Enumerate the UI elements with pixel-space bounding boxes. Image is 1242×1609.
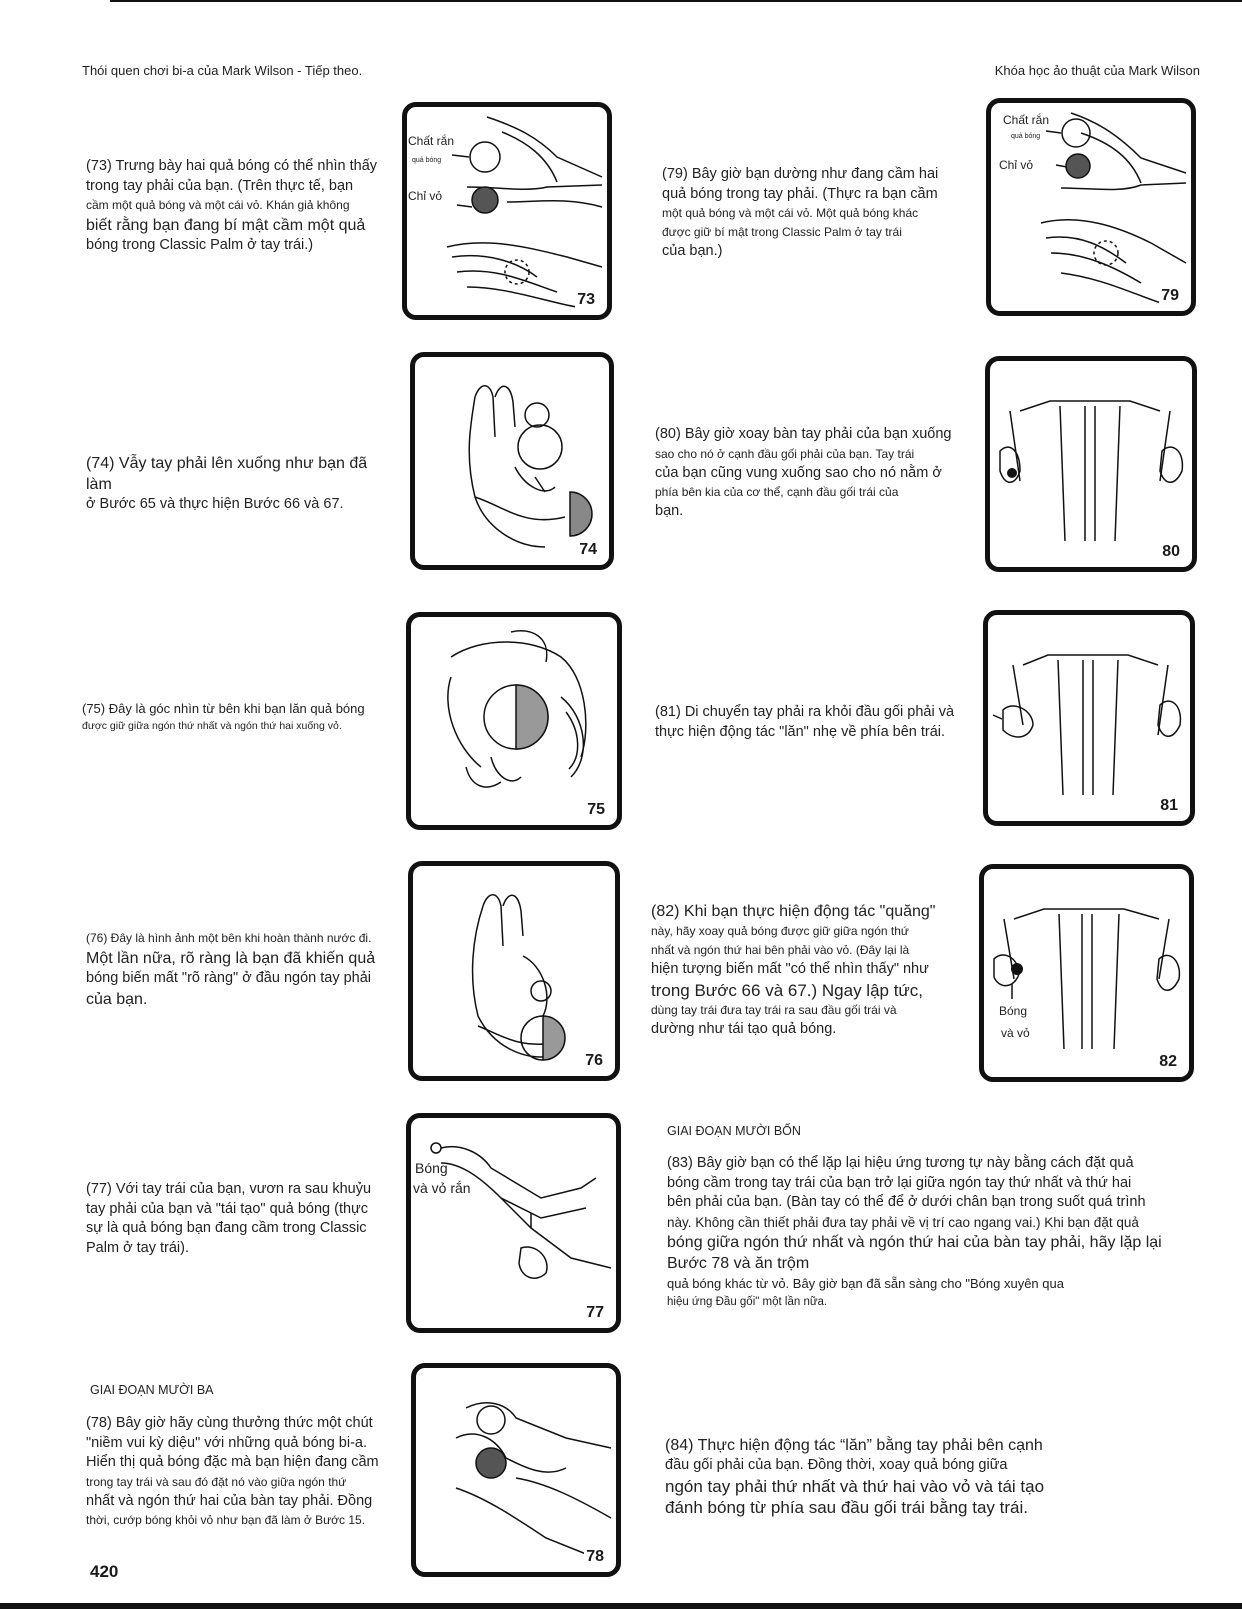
text-line: này. Không cần thiết phải đưa tay phải về vị trí cao ngang vai.) Khi bạn đặt quả bbox=[667, 1214, 1139, 1230]
text-line: Palm ở tay trái). bbox=[86, 1239, 189, 1256]
text-line: nhất và ngón thứ hai của bàn tay phải. Đồng bbox=[86, 1492, 373, 1509]
step-84-text bbox=[665, 1435, 1205, 1518]
bottom-rule bbox=[0, 1603, 1242, 1609]
label-ball: quả bóng bbox=[412, 157, 442, 164]
section-heading-fourteen: GIAI ĐOẠN MƯỜI BỐN bbox=[667, 1124, 801, 1138]
label-ball: Bóng bbox=[999, 1004, 1028, 1018]
text-line: này, hãy xoay quả bóng được giữ giữa ngón thứ bbox=[651, 924, 909, 938]
text-line: (75) Đây là góc nhìn từ bên khi bạn lăn quả bóng bbox=[82, 701, 365, 716]
step-73-text bbox=[86, 157, 396, 256]
label-shell: Chỉ vỏ bbox=[408, 189, 443, 203]
text-line: cầm một quả bóng và một cái vỏ. Khán giả không bbox=[86, 198, 350, 212]
text-line: hiện tượng biến mất "có thể nhìn thấy" như bbox=[651, 961, 929, 977]
arm-behind-elbow-illustration bbox=[411, 1118, 616, 1328]
hand-finished-move-illustration bbox=[413, 866, 615, 1076]
text-line: (80) Bây giờ xoay bàn tay phải của bạn xuống bbox=[655, 426, 952, 442]
text-line: sự là quả bóng bạn đang cầm trong Classic bbox=[86, 1220, 367, 1236]
step-83-text bbox=[667, 1154, 1207, 1312]
figure-number: 75 bbox=[587, 801, 605, 818]
figure-74 bbox=[410, 352, 614, 570]
text-line: "niềm vui kỳ diệu" với những quả bóng bi-a. bbox=[86, 1434, 368, 1451]
text-line: thời, cướp bóng khỏi vỏ như bạn đã làm ở Bước 15. bbox=[86, 1513, 366, 1527]
figure-73 bbox=[402, 102, 612, 320]
label-and-shell: và vỏ bbox=[1001, 1026, 1030, 1040]
label-ball: quả bóng bbox=[1011, 133, 1041, 140]
text-line: trong tay trái và sau đó đặt nó vào giữa ngón thứ bbox=[86, 1474, 347, 1489]
text-line: Hiển thị quả bóng đặc mà bạn hiện đang cầm bbox=[86, 1454, 379, 1470]
figure-77 bbox=[406, 1113, 621, 1333]
hands-placing-ball-illustration bbox=[416, 1368, 616, 1572]
text-line: biết rằng bạn đang bí mật cầm một quả bbox=[86, 217, 366, 234]
text-line: bên phải của bạn. (Bàn tay có thể để ở dưới chân bạn trong suốt quá trình bbox=[667, 1194, 1146, 1210]
text-line: được giữ bí mật trong Classic Palm ở tay trái bbox=[662, 225, 902, 239]
top-rule bbox=[110, 0, 1242, 2]
text-line: (84) Thực hiện động tác “lăn” bằng tay phải bên cạnh bbox=[665, 1437, 1043, 1454]
text-line: tay phải của bạn và "tái tạo" quả bóng (thực bbox=[86, 1200, 368, 1217]
text-line: (76) Đây là hình ảnh một bên khi hoàn thành nước đi. bbox=[86, 931, 372, 945]
figure-number: 78 bbox=[586, 1548, 604, 1565]
step-79-text bbox=[662, 165, 974, 262]
hand-rolling-ball-illustration bbox=[415, 357, 609, 565]
legs-and-hands-illustration bbox=[984, 869, 1189, 1077]
label-solid: Chất rắn bbox=[408, 134, 455, 148]
figure-number: 76 bbox=[585, 1052, 603, 1069]
text-line: Một lần nữa, rõ ràng là bạn đã khiến quả bbox=[86, 950, 376, 967]
figure-number: 74 bbox=[579, 541, 597, 558]
running-header-left: Thói quen chơi bi-a của Mark Wilson - Tiếp theo. bbox=[82, 63, 363, 78]
text-line: được giữ giữa ngón thứ nhất và ngón thứ hai xuống vỏ. bbox=[82, 720, 342, 732]
text-line: (78) Bây giờ hãy cùng thưởng thức một chút bbox=[86, 1415, 373, 1431]
text-line: một quả bóng và một cái vỏ. Một quả bóng khác bbox=[662, 206, 919, 220]
figure-number: 77 bbox=[586, 1304, 604, 1321]
figure-78 bbox=[411, 1363, 621, 1577]
text-line: ngón tay phải thứ nhất và thứ hai vào vỏ và tái tạo bbox=[665, 1476, 1045, 1496]
legs-and-hands-illustration bbox=[990, 361, 1192, 567]
text-line: (83) Bây giờ bạn có thể lặp lại hiệu ứng tương tự này bằng cách đặt quả bbox=[667, 1155, 1134, 1171]
figure-number: 73 bbox=[577, 291, 595, 308]
figure-80 bbox=[985, 356, 1197, 572]
text-line: bóng biến mất "rõ ràng" ở đầu ngón tay phải bbox=[86, 970, 372, 986]
text-line: Bước 78 và ăn trộm bbox=[667, 1254, 810, 1272]
text-line: bóng giữa ngón thứ nhất và ngón thứ hai của bàn tay phải, hãy lặp lại bbox=[667, 1233, 1162, 1251]
figure-79 bbox=[986, 98, 1196, 316]
label-shell: Chỉ vỏ bbox=[999, 158, 1034, 172]
text-line: quả bóng trong tay phải. (Thực ra bạn cầm bbox=[662, 185, 938, 202]
text-line: (79) Bây giờ bạn dường như đang cầm hai bbox=[662, 166, 939, 182]
step-77-text bbox=[86, 1180, 406, 1258]
text-line: đánh bóng từ phía sau đầu gối trái bằng tay trái. bbox=[665, 1497, 1028, 1517]
text-line: dường như tái tạo quả bóng. bbox=[651, 1020, 837, 1037]
text-line: phía bên kia của cơ thể, cạnh đầu gối trái của bbox=[655, 485, 899, 499]
label-ball: Bóng bbox=[415, 1160, 448, 1176]
hand-side-view-illustration bbox=[411, 617, 617, 825]
step-75-text bbox=[82, 699, 402, 734]
text-line: quả bóng khác từ vỏ. Bây giờ bạn đã sẵn sàng cho "Bóng xuyên qua bbox=[667, 1275, 1064, 1291]
figure-number: 79 bbox=[1161, 287, 1179, 304]
figure-81 bbox=[983, 610, 1195, 826]
text-line: đầu gối phải của bạn. Đồng thời, xoay quả bóng giữa bbox=[665, 1457, 1008, 1473]
figure-76 bbox=[408, 861, 620, 1081]
figure-number: 81 bbox=[1160, 797, 1178, 814]
step-80-text bbox=[655, 425, 965, 522]
legs-and-hands-illustration bbox=[988, 615, 1190, 821]
page-number: 420 bbox=[90, 1562, 119, 1581]
text-line: bạn. bbox=[655, 503, 684, 519]
text-line: (81) Di chuyển tay phải ra khỏi đầu gối phải và bbox=[655, 704, 955, 720]
text-line: của bạn cũng vung xuống sao cho nó nằm ở bbox=[655, 464, 942, 481]
text-line: (77) Với tay trái của bạn, vươn ra sau khuỷu bbox=[86, 1181, 372, 1197]
text-line: sao cho nó ở cạnh đầu gối phải của bạn. Tay trái bbox=[655, 446, 915, 461]
step-74-text bbox=[86, 453, 396, 515]
text-line: hiệu ứng Đầu gối" một lần nữa. bbox=[667, 1295, 828, 1308]
running-header-right: Khóa học ảo thuật của Mark Wilson bbox=[994, 63, 1200, 78]
text-line: bóng trong Classic Palm ở tay trái.) bbox=[86, 237, 314, 253]
figure-82 bbox=[979, 864, 1194, 1082]
step-78-text bbox=[86, 1414, 406, 1530]
text-line: ở Bước 65 và thực hiện Bước 66 và 67. bbox=[86, 496, 344, 512]
text-line: (73) Trưng bày hai quả bóng có thể nhìn thấy bbox=[86, 158, 378, 174]
figure-number: 82 bbox=[1159, 1053, 1177, 1070]
text-line: thực hiện động tác "lăn" nhẹ về phía bên trái. bbox=[655, 723, 946, 740]
section-heading-thirteen: GIAI ĐOẠN MƯỜI BA bbox=[90, 1383, 214, 1397]
text-line: bóng cầm trong tay trái của bạn trở lại giữa ngón tay thứ nhất và thứ hai bbox=[667, 1174, 1132, 1191]
figure-75 bbox=[406, 612, 622, 830]
figure-number: 80 bbox=[1162, 543, 1180, 560]
label-and-solid-shell: và vỏ rắn bbox=[413, 1180, 471, 1196]
text-line: (82) Khi bạn thực hiện động tác "quăng" bbox=[651, 903, 936, 920]
label-solid: Chất rắn bbox=[1003, 113, 1050, 127]
text-line: dùng tay trái đưa tay trái ra sau đầu gối trái và bbox=[651, 1002, 897, 1017]
step-82-text bbox=[651, 901, 971, 1039]
text-line: trong Bước 66 và 67.) Ngay lập tức, bbox=[651, 980, 924, 1000]
text-line: nhất và ngón thứ hai bên phải vào vỏ. (Đây lại là bbox=[651, 943, 910, 957]
step-76-text bbox=[86, 929, 406, 1010]
text-line: (74) Vẫy tay phải lên xuống như bạn đã làm bbox=[86, 455, 368, 493]
step-81-text bbox=[655, 703, 975, 742]
text-line: của bạn. bbox=[86, 990, 148, 1008]
text-line: trong tay phải của bạn. (Trên thực tế, bạn bbox=[86, 177, 354, 194]
text-line: của bạn.) bbox=[662, 243, 723, 259]
